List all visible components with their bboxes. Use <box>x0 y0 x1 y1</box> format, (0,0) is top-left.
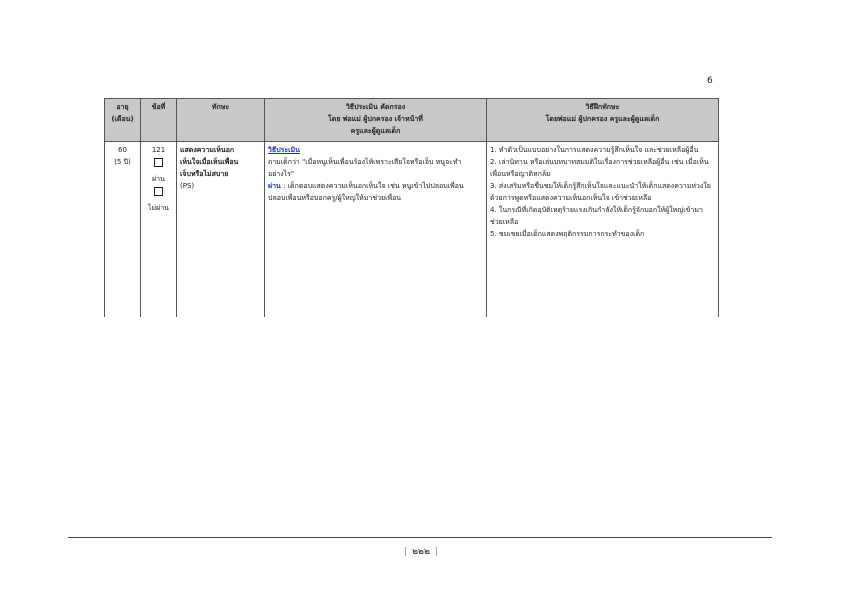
pass-criteria-text: : เด็กตอบแสดงความเห็นอกเห็นใจ เช่น หนูเข้าไปปลอบเพื่อน ปลอบเพื่อนหรือบอกครู/ผู้ใหญ่ให้มาช่วยเพื่อน <box>268 182 464 202</box>
footer-page-value: ๒๒๒ <box>412 547 430 557</box>
skill-code: (PS) <box>180 182 195 190</box>
pass-criteria <box>268 180 483 204</box>
table-header-row <box>105 99 719 142</box>
skill-line-2: เห็นใจเมื่อเห็นเพื่อน <box>180 158 239 166</box>
header-training-line-1: วิธีฝึกทักษะ <box>585 103 620 111</box>
header-age: อายุ (เดือน) <box>105 99 141 142</box>
header-training-line-2: โดยพ่อแม่ ผู้ปกครอง ครูและผู้ดูแลเด็ก <box>545 115 660 123</box>
method-title: วิธีประเมิน <box>268 146 300 154</box>
training-step-5: 5. ชมเชยเมื่อเด็กแสดงพฤติกรรมการกระทำของเด็ก <box>490 230 645 238</box>
training-step-2: 2. เล่านิทาน หรือเล่นบทบาทสมมติในเรื่องการช่วยเหลือผู้อื่น เช่น เมื่อเห็นเพื่อนหรือญาติหกล้ม <box>490 158 709 178</box>
training-step-3: 3. ส่งเสริมหรือชื่นชมให้เด็กรู้สึกเห็นใจและแนะนำให้เด็กแสดงความห่วงใยด้วยการพูดหรือแสดงความเห็นอกเห็นใจ เข้าช่วยเหลือ <box>490 182 711 202</box>
assessment-table <box>104 98 719 317</box>
training-step-1: 1. ทำตัวเป็นแบบอย่างในการแสดงความรู้สึกเห็นใจ และช่วยเหลือผู้อื่น <box>490 146 699 154</box>
footer-divider <box>68 537 772 538</box>
training-cell <box>487 142 719 318</box>
page-number: 6 <box>707 76 713 86</box>
table-row <box>105 142 719 318</box>
fail-checkbox[interactable] <box>154 187 163 196</box>
training-step-4: 4. ในกรณีที่เกิดอุบัติเหตุร้ายแรงเกินกำลังให้เด็กรู้จักบอกให้ผู้ใหญ่เข้ามาช่วยเหลือ <box>490 206 703 226</box>
fail-option-label: ไม่ผ่าน <box>148 204 169 212</box>
pass-checkbox[interactable] <box>154 158 163 167</box>
header-item: ข้อที่ <box>141 99 177 142</box>
item-cell <box>141 142 177 318</box>
header-skill: ทักษะ <box>177 99 265 142</box>
footer-page-number <box>0 544 842 558</box>
pass-criteria-label: ผ่าน <box>268 182 281 190</box>
header-method-line-2: โดย พ่อแม่ ผู้ปกครอง เจ้าหน้าที่ <box>328 115 423 123</box>
header-method-line-1: วิธีประเมิน คัดกรอง <box>345 103 406 111</box>
footer-bar-right: | <box>434 547 438 557</box>
header-method <box>265 99 487 142</box>
footer-bar-left: | <box>404 547 408 557</box>
header-training <box>487 99 719 142</box>
item-number: 121 <box>151 146 166 154</box>
skill-line-1: แสดงความเห็นอก <box>180 146 235 154</box>
skill-line-3: เจ็บหรือไม่สบาย <box>180 170 229 178</box>
age-value: 60 <box>118 146 127 154</box>
pass-option-label: ผ่าน <box>152 175 165 183</box>
age-years: (5 ปี) <box>114 158 131 166</box>
method-question: ถามเด็กว่า "เมื่อหนูเห็นเพื่อนร้องไห้เพราะเสียใจหรือเจ็บ หนูจะทำอย่างไร" <box>268 158 462 178</box>
header-method-line-3: ครูและผู้ดูแลเด็ก <box>350 127 401 135</box>
skill-cell <box>177 142 265 318</box>
age-cell <box>105 142 141 318</box>
method-cell <box>265 142 487 318</box>
